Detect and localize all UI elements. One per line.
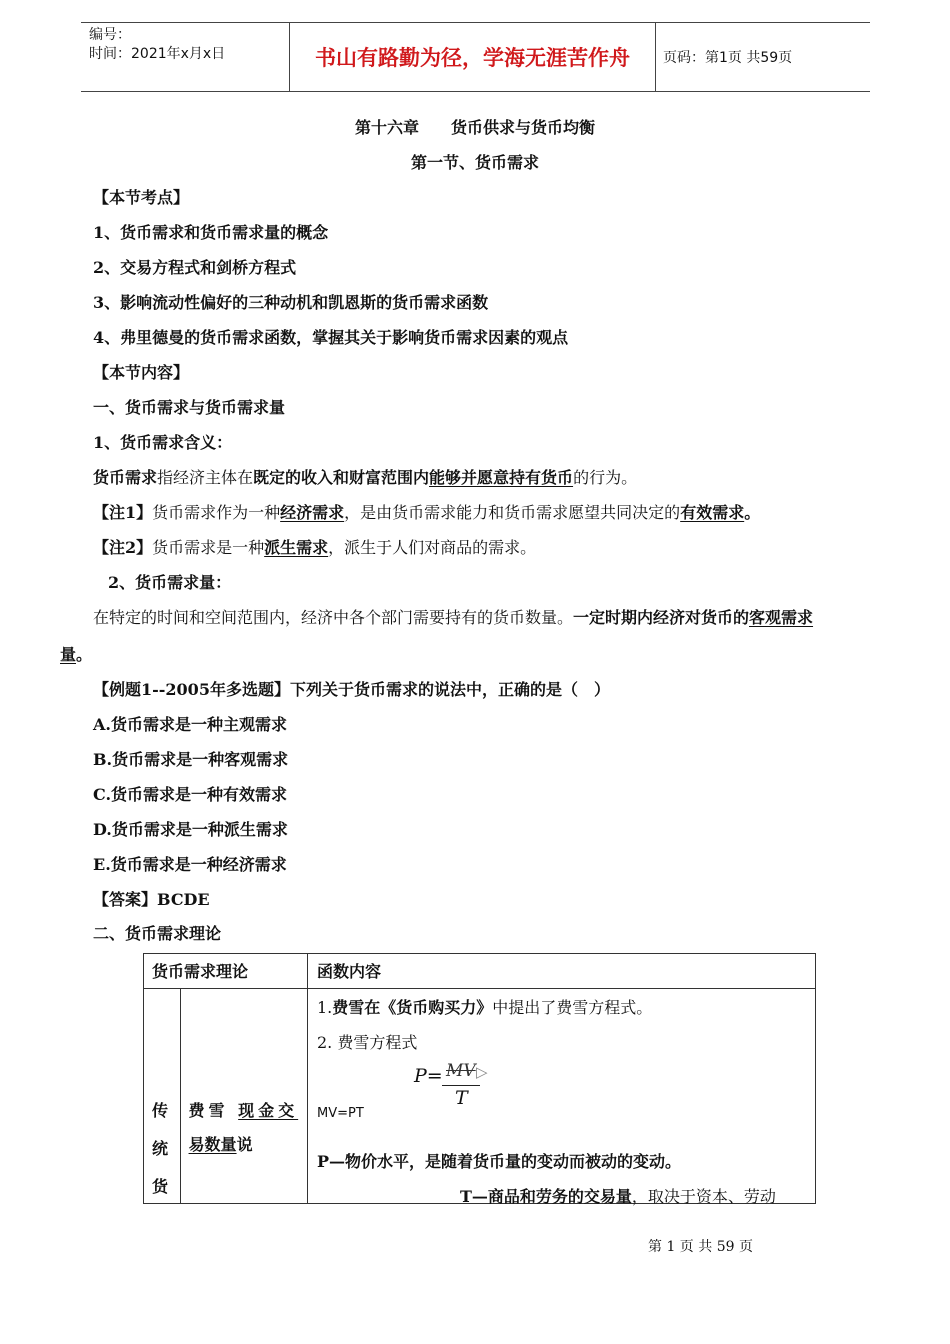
def-end: 的行为。 xyxy=(573,468,638,487)
qty-text: 在特定的时间和空间范围内，经济中各个部门需要持有的货币数量。 xyxy=(93,608,574,627)
col2-header: 函数内容 xyxy=(308,954,816,989)
col1-header: 货币需求理论 xyxy=(144,954,308,989)
group-char: 货 xyxy=(152,1177,169,1196)
note2-key: 派生需求 xyxy=(264,538,329,557)
header-meta xyxy=(89,23,289,91)
example-option: A.货币需求是一种主观需求 xyxy=(93,715,287,734)
exam-point-item: 3、影响流动性偏好的三种动机和凯恩斯的货币需求函数 xyxy=(93,293,489,312)
equation-text: MV=PT xyxy=(317,1106,364,1121)
part2-heading: 二、货币需求理论 xyxy=(93,924,222,943)
exam-points-heading: 【本节考点】 xyxy=(93,188,190,207)
content-line1 xyxy=(317,995,652,1018)
header-motto: 书山有路勤为径，学海无涯苦作舟 xyxy=(289,23,656,91)
t-desc-bold: T—商品和劳务的交易量 xyxy=(460,1187,632,1206)
sub1-heading: 1、货币需求含义： xyxy=(93,433,233,452)
example-option: B.货币需求是一种客观需求 xyxy=(93,750,289,769)
note2-label: 【注2】 xyxy=(93,538,153,557)
qty-text2: 一定时期内经济对货币的 xyxy=(573,608,750,627)
note1-line xyxy=(93,503,760,523)
def-key: 能够并愿意持有货币 xyxy=(429,468,574,487)
fraction-lhs: P= xyxy=(414,1065,443,1087)
qty-key: 客观需求 xyxy=(749,608,814,627)
content-line2: 2. 费雪方程式 xyxy=(317,1033,418,1052)
example-option: C.货币需求是一种有效需求 xyxy=(93,785,288,804)
note1-end: 。 xyxy=(744,503,761,522)
theory-name-d: 说 xyxy=(236,1135,253,1154)
fisher-fraction xyxy=(414,1061,488,1109)
qty-key-end: 量 xyxy=(60,645,77,664)
chapter-title: 第十六章 货币供求与货币均衡 xyxy=(354,118,595,137)
note1-text: 货币需求作为一种 xyxy=(152,503,281,522)
content-heading: 【本节内容】 xyxy=(93,363,190,382)
theory-name-line2 xyxy=(189,1132,253,1155)
example-option: E.货币需求是一种经济需求 xyxy=(93,855,287,874)
note2-text: 货币需求是一种 xyxy=(152,538,265,557)
exam-point-item: 4、弗里德曼的货币需求函数，掌握其关于影响货币需求因素的观点 xyxy=(93,328,569,347)
note1-label: 【注1】 xyxy=(93,503,153,522)
number-label: 编号： xyxy=(89,27,131,43)
theory-name-c: 易数量 xyxy=(188,1135,237,1154)
p-description: P—物价水平，是随着货币量的变动而被动的变动。 xyxy=(317,1152,682,1171)
t-description xyxy=(460,1184,776,1207)
t-desc-text: ，取决于资本、劳动 xyxy=(631,1187,776,1206)
header-page-info: 页码：第1页 共59页 xyxy=(663,50,793,66)
example-question: 【例题1--2005年多选题】下列关于货币需求的说法中，正确的是（ ） xyxy=(93,680,610,699)
quantity-line xyxy=(93,608,813,628)
definition-line xyxy=(93,468,637,488)
fraction-numerator: MV xyxy=(446,1061,476,1081)
note1-key1: 经济需求 xyxy=(280,503,345,522)
fraction-denominator: T xyxy=(455,1087,468,1109)
group-char: 统 xyxy=(152,1139,169,1158)
example-option: D.货币需求是一种派生需求 xyxy=(93,820,288,839)
line1-num: 1. xyxy=(317,998,333,1017)
group-cell xyxy=(144,989,181,1204)
note2-end: ，派生于人们对商品的需求。 xyxy=(328,538,537,557)
page-header xyxy=(81,22,870,92)
exam-point-item: 2、交易方程式和剑桥方程式 xyxy=(93,258,297,277)
line1-bold: 费雪在《货币购买力》 xyxy=(332,998,493,1017)
def-text: 指经济主体在 xyxy=(157,468,254,487)
time-label: 时间：2021年x月x日 xyxy=(89,46,226,62)
def-range: 既定的收入和财富范围内 xyxy=(253,468,430,487)
arrow-icon: ▷ xyxy=(476,1063,488,1081)
line1-text: 中提出了费雪方程式。 xyxy=(492,998,653,1017)
part1-heading: 一、货币需求与货币需求量 xyxy=(93,398,286,417)
fraction-bar xyxy=(442,1085,480,1086)
theory-name-a: 费雪 xyxy=(188,1101,229,1120)
content-cell xyxy=(308,989,816,1204)
note1-key2: 有效需求 xyxy=(680,503,745,522)
theory-cell xyxy=(180,989,307,1204)
note2-line xyxy=(93,538,536,558)
sub2-heading: 2、货币需求量： xyxy=(108,573,232,592)
section-title: 第一节、货币需求 xyxy=(410,153,539,172)
example-answer: 【答案】BCDE xyxy=(93,890,210,909)
qty-end: 。 xyxy=(76,645,93,664)
theory-name-b: 现金交 xyxy=(238,1101,299,1120)
note1-text2: ，是由货币需求能力和货币需求愿望共同决定的 xyxy=(344,503,681,522)
def-term: 货币需求 xyxy=(93,468,158,487)
theory-name-line1 xyxy=(189,1098,299,1121)
exam-point-item: 1、货币需求和货币需求量的概念 xyxy=(93,223,329,242)
group-char: 传 xyxy=(152,1101,169,1120)
theory-table xyxy=(143,953,816,1204)
page-footer: 第 1 页 共 59 页 xyxy=(648,1239,753,1255)
quantity-line-cont xyxy=(60,645,92,665)
